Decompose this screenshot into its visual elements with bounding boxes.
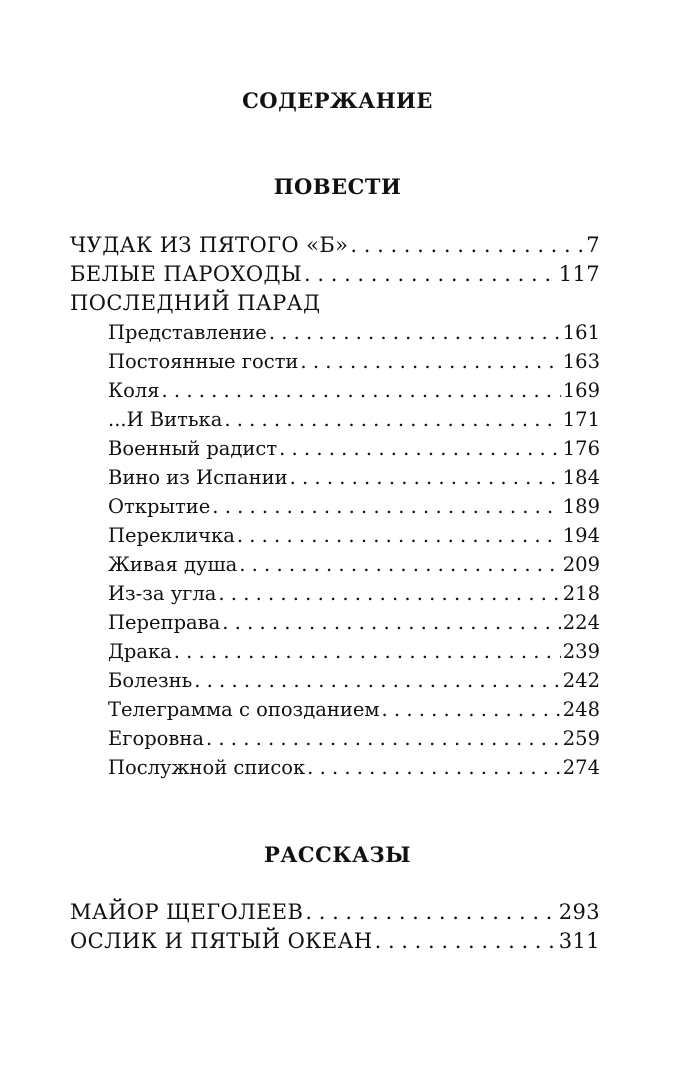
toc-chapter-title: Постоянные гости [108, 350, 299, 373]
toc-entry[interactable] [70, 231, 600, 260]
toc-chapter-page: 184 [562, 466, 600, 489]
section-heading-povesti: ПОВЕСТИ [273, 174, 402, 199]
toc-chapter[interactable] [70, 550, 600, 579]
toc-entry-title: БЕЛЫЕ ПАРОХОДЫ [70, 262, 303, 286]
toc-entry-title: ОСЛИК И ПЯТЫЙ ОКЕАН [70, 929, 373, 953]
toc-entry-page: 117 [558, 262, 600, 286]
dot-leader [305, 898, 556, 927]
toc-chapter[interactable] [70, 637, 600, 666]
toc-chapter-page: 242 [562, 669, 600, 692]
toc-chapter-title: Болезнь [108, 669, 193, 692]
dot-leader [222, 608, 560, 637]
toc-chapter-title: Живая душа [108, 553, 238, 576]
toc-chapter-title: Вино из Испании [108, 466, 288, 489]
toc-chapter[interactable] [70, 666, 600, 695]
toc-list-povesti [70, 231, 600, 782]
toc-chapter[interactable] [70, 492, 600, 521]
dot-leader [212, 492, 560, 521]
toc-chapter[interactable] [70, 521, 600, 550]
dot-leader [194, 666, 561, 695]
toc-chapter-page: 189 [562, 495, 600, 518]
toc-chapter-page: 194 [562, 524, 600, 547]
toc-entry[interactable] [70, 260, 600, 289]
toc-chapter-page: 161 [562, 321, 600, 344]
toc-chapter-page: 224 [562, 611, 600, 634]
toc-chapter-page: 163 [562, 350, 600, 373]
toc-chapter-title: Егоровна [108, 727, 205, 750]
dot-leader [162, 376, 561, 405]
dot-leader [239, 550, 561, 579]
toc-chapter-title: Телеграмма с опозданием [108, 698, 380, 721]
toc-chapter-page: 218 [562, 582, 600, 605]
toc-chapter[interactable] [70, 376, 600, 405]
dot-leader [382, 695, 561, 724]
toc-entry-page: 293 [558, 900, 600, 924]
toc-entry[interactable] [70, 927, 600, 956]
toc-chapter[interactable] [70, 347, 600, 376]
dot-leader [290, 463, 561, 492]
toc-chapter-title: Драка [108, 640, 172, 663]
toc-chapter-title: Представление [108, 321, 267, 344]
toc-chapter-page: 169 [562, 379, 600, 402]
toc-chapter-page: 171 [562, 408, 600, 431]
page-title: СОДЕРЖАНИЕ [242, 88, 433, 113]
toc-chapter-title: ...И Витька [108, 408, 223, 431]
toc-chapter[interactable] [70, 695, 600, 724]
section-heading-rasskazy: РАССКАЗЫ [264, 842, 411, 867]
toc-chapter-title: Переправа [108, 611, 221, 634]
toc-chapter-title: Из-за угла [108, 582, 217, 605]
toc-chapter[interactable] [70, 463, 600, 492]
toc-chapter-title: Открытие [108, 495, 211, 518]
dot-leader [279, 434, 561, 463]
toc-chapter-page: 274 [562, 756, 600, 779]
dot-leader [218, 579, 560, 608]
toc-chapter[interactable] [70, 724, 600, 753]
dot-leader [300, 347, 560, 376]
toc-chapter-title: Коля [108, 379, 160, 402]
dot-leader [174, 637, 561, 666]
toc-chapter[interactable] [70, 318, 600, 347]
toc-chapter[interactable] [70, 434, 600, 463]
toc-entry-page: 311 [558, 929, 600, 953]
dot-leader [237, 521, 561, 550]
dot-leader [350, 231, 584, 260]
toc-chapter[interactable] [70, 608, 600, 637]
toc-chapter[interactable] [70, 753, 600, 782]
toc-chapter-title: Послужной список [108, 756, 306, 779]
toc-entry[interactable] [70, 898, 600, 927]
toc-chapter-page: 209 [562, 553, 600, 576]
dot-leader [206, 724, 561, 753]
toc-chapter[interactable] [70, 579, 600, 608]
dot-leader [269, 318, 561, 347]
toc-entry-title: МАЙОР ЩЕГОЛЕЕВ [70, 900, 304, 924]
toc-list-rasskazy [70, 898, 600, 956]
toc-chapter-page: 176 [562, 437, 600, 460]
dot-leader [375, 927, 557, 956]
toc-entry-title: ЧУДАК ИЗ ПЯТОГО «Б» [70, 233, 349, 257]
toc-chapter-page: 239 [562, 640, 600, 663]
toc-chapter-page: 259 [562, 727, 600, 750]
toc-chapter[interactable] [70, 405, 600, 434]
toc-entry-group [70, 289, 600, 318]
dot-leader [224, 405, 560, 434]
dot-leader [307, 753, 561, 782]
toc-chapter-title: Перекличка [108, 524, 235, 547]
toc-entry-title: ПОСЛЕДНИЙ ПАРАД [70, 291, 321, 315]
toc-entry-page: 7 [586, 233, 600, 257]
toc-chapter-page: 248 [562, 698, 600, 721]
toc-chapter-title: Военный радист [108, 437, 278, 460]
dot-leader [304, 260, 557, 289]
